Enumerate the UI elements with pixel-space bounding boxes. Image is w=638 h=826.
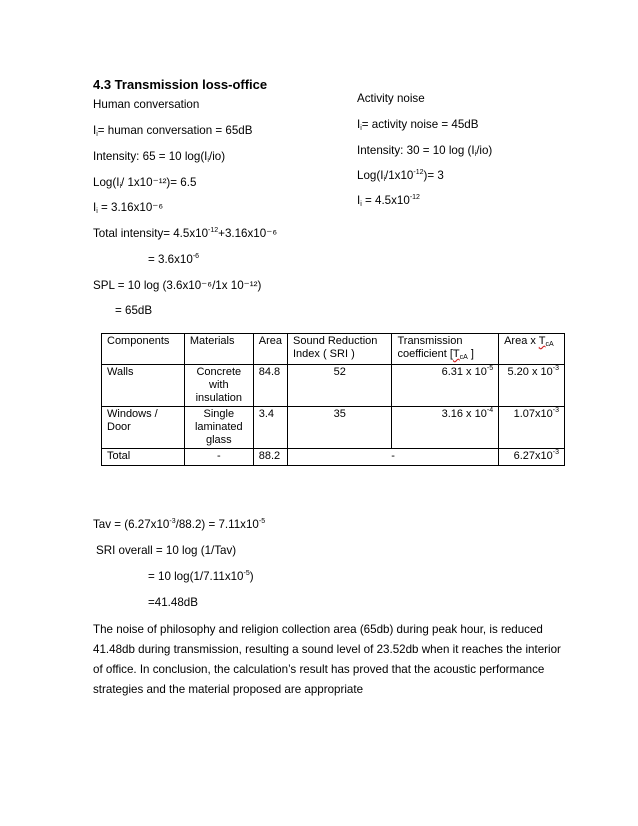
table-header-row <box>102 334 565 365</box>
right-line-2: Intensity: 30 = 10 log (Ii/io) <box>357 144 493 158</box>
cell-area-x-t: 5.20 x $10^{-3}$ <box>499 365 565 407</box>
left-line-7: SPL = 10 log (3.6x10⁻⁶/1x 10⁻¹²) <box>93 279 262 292</box>
header-area: Area <box>253 334 287 365</box>
right-line-4: $Ii = 4.5x10^{-12}$ <box>357 194 420 208</box>
cell-area-x-t: $1.07x10^{-3}$ <box>499 407 565 449</box>
left-line-6: = $3.6x10^{-6}$ <box>148 253 200 266</box>
header-transmission-coefficient: Transmission coefficient [TcA ] <box>392 334 499 365</box>
right-line-3: $Log(Ii/1x10^{-12})= 3$ <box>357 169 444 183</box>
human-conversation-title: Human conversation <box>93 98 200 111</box>
cell-total-area: 88.2 <box>253 449 287 466</box>
cell-area: 84.8 <box>253 365 287 407</box>
left-line-1: Ii= human conversation = 65dB <box>93 124 253 138</box>
section-heading: 4.3 Transmission loss-office <box>93 77 268 92</box>
transmission-table <box>101 333 565 466</box>
header-area-x-t: Area x TcA <box>499 334 565 365</box>
cell-total-merged: - <box>288 449 499 466</box>
activity-noise-title: Activity noise <box>357 92 425 105</box>
cell-component: Walls <box>102 365 185 407</box>
cell-coefficient: 6.31 x $10^{-5}$ <box>392 365 499 407</box>
left-line-8: = 65dB <box>115 304 153 317</box>
left-line-5: Total intensity= $4.5x10^{-12}+3.16x10^{-6}$ <box>93 227 278 240</box>
cell-total-area-x-t: $6.27x10^{-3}$ <box>499 449 565 466</box>
cell-sri: 35 <box>288 407 392 449</box>
left-line-2: Intensity: 65 = 10 log(Ii/io) <box>93 150 226 164</box>
table-row <box>102 407 565 449</box>
header-sri: Sound Reduction Index ( SRI ) <box>288 334 392 365</box>
cell-component: Windows / Door <box>102 407 185 449</box>
cell-area: 3.4 <box>253 407 287 449</box>
cell-material: Single laminated glass <box>184 407 253 449</box>
cell-total-label: Total <box>102 449 185 466</box>
cell-material: Concrete with insulation <box>184 365 253 407</box>
sri-calc-line: = 10 $\log(1/7.11x10^{-5})$ <box>148 570 254 583</box>
conclusion-paragraph: The noise of philosophy and religion collection area (65db) during peak hour, is reduced 41.48db during transmission, resulting a sound level of 23.52db when it reaches the interior of office. In conclusion, the calculation’s result has proved that the acoustic performance strategies and the material proposed are appropriate <box>93 623 561 696</box>
left-line-3: Log(Ii/ 1x10⁻¹²)= 6.5 <box>93 176 197 190</box>
tav-line: Tav = $(6.27x10^{-3}/88.2) = 7.11x10^{-5}$ <box>93 518 266 531</box>
header-materials: Materials <box>184 334 253 365</box>
sri-result-line: =41.48dB <box>148 596 198 609</box>
left-line-4: Ii = 3.16x10⁻⁶ <box>93 201 164 215</box>
cell-coefficient: 3.16 x $10^{-4}$ <box>392 407 499 449</box>
table-row <box>102 365 565 407</box>
right-line-1: Ii= activity noise = 45dB <box>357 118 479 132</box>
table-total-row <box>102 449 565 466</box>
header-components: Components <box>102 334 185 365</box>
sri-overall-line: SRI overall = 10 log (1/Tav) <box>96 544 237 557</box>
cell-total-material: - <box>184 449 253 466</box>
cell-sri: 52 <box>288 365 392 407</box>
